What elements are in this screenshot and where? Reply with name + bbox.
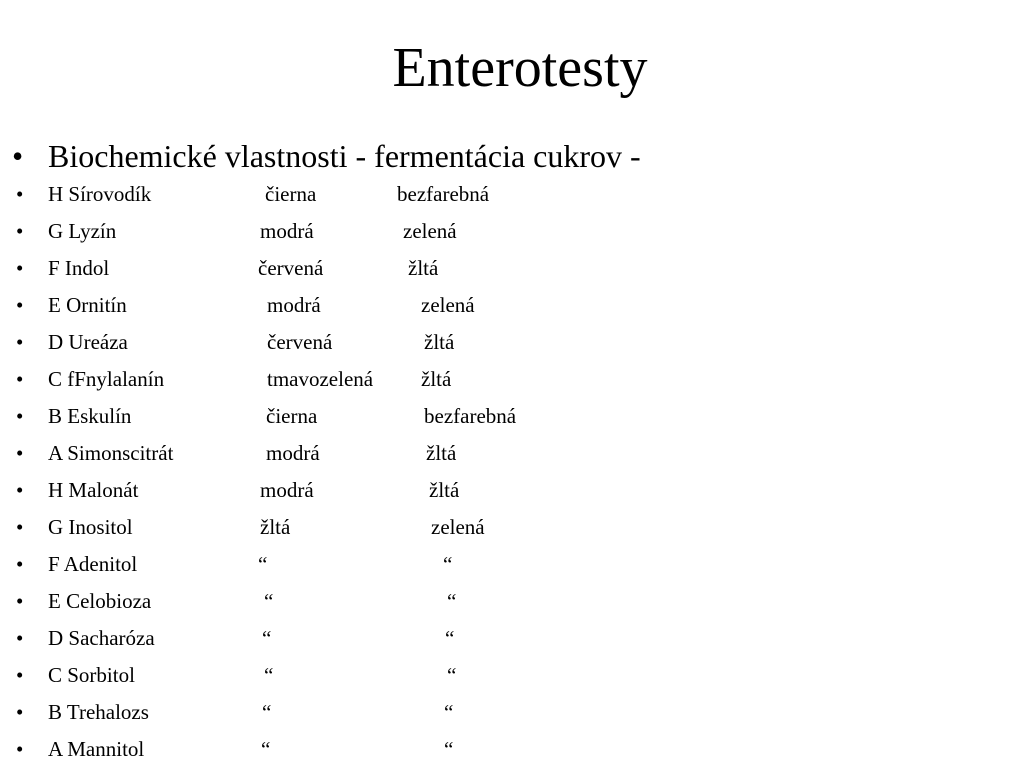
- negative-color: “: [443, 552, 453, 576]
- negative-color: žltá: [426, 441, 457, 465]
- intro-bullet-item: [0, 136, 1024, 176]
- test-name: F Indol: [48, 256, 110, 280]
- bullet-marker: •: [16, 478, 24, 502]
- bullet-marker: •: [16, 552, 24, 576]
- test-name: G Inositol: [48, 515, 133, 539]
- bullet-marker: •: [16, 182, 24, 206]
- positive-color: modrá: [267, 293, 321, 317]
- positive-color: “: [264, 663, 274, 687]
- bullet-marker: •: [16, 256, 24, 280]
- positive-color: “: [264, 589, 274, 613]
- positive-color: modrá: [260, 219, 314, 243]
- negative-color: “: [445, 626, 455, 650]
- negative-color: zelená: [431, 515, 485, 539]
- negative-color: bezfarebná: [397, 182, 490, 206]
- positive-color: modrá: [266, 441, 320, 465]
- negative-color: žltá: [424, 330, 455, 354]
- list-item: [0, 324, 1024, 361]
- test-name: A Mannitol: [48, 737, 145, 761]
- positive-color: “: [261, 737, 271, 761]
- list-item: [0, 250, 1024, 287]
- slide-title: Enterotesty: [392, 37, 648, 99]
- positive-color: “: [262, 626, 272, 650]
- list-item: [0, 176, 1024, 213]
- list-item: [0, 620, 1024, 657]
- bullet-marker: •: [16, 589, 24, 613]
- bullet-marker: •: [16, 404, 24, 428]
- list-item: [0, 657, 1024, 694]
- list-item: [0, 509, 1024, 546]
- bullet-marker: •: [16, 515, 24, 539]
- positive-color: tmavozelená: [267, 367, 374, 391]
- list-item: [0, 213, 1024, 250]
- test-name: H Malonát: [48, 478, 139, 502]
- bullet-marker: •: [16, 700, 24, 724]
- test-name: H Sírovodík: [48, 182, 152, 206]
- negative-color: žltá: [421, 367, 452, 391]
- bullet-marker: •: [16, 219, 24, 243]
- test-name: F Adenitol: [48, 552, 138, 576]
- bullet-marker: •: [16, 663, 24, 687]
- negative-color: zelená: [421, 293, 475, 317]
- test-name: E Celobioza: [48, 589, 152, 613]
- list-item: [0, 731, 1024, 768]
- test-name: E Ornitín: [48, 293, 127, 317]
- positive-color: čierna: [266, 404, 318, 428]
- bullet-marker: •: [16, 330, 24, 354]
- negative-color: žltá: [429, 478, 460, 502]
- test-name: B Eskulín: [48, 404, 132, 428]
- negative-color: “: [447, 589, 457, 613]
- list-item: [0, 546, 1024, 583]
- negative-color: bezfarebná: [424, 404, 517, 428]
- test-name: C fFnylalanín: [48, 367, 165, 391]
- bullet-marker: •: [16, 293, 24, 317]
- list-item: [0, 435, 1024, 472]
- negative-color: “: [444, 700, 454, 724]
- positive-color: červená: [258, 256, 324, 280]
- test-name: D Ureáza: [48, 330, 128, 354]
- negative-color: zelená: [403, 219, 457, 243]
- test-name: G Lyzín: [48, 219, 117, 243]
- list-item: [0, 398, 1024, 435]
- test-list: [0, 176, 1024, 768]
- intro-text: Biochemické vlastnosti - fermentácia cukrov -: [48, 138, 641, 174]
- negative-color: “: [444, 737, 454, 761]
- negative-color: “: [447, 663, 457, 687]
- bullet-marker: •: [16, 737, 24, 761]
- list-item: [0, 694, 1024, 731]
- test-name: D Sacharóza: [48, 626, 155, 650]
- list-item: [0, 583, 1024, 620]
- positive-color: “: [258, 552, 268, 576]
- list-item: [0, 287, 1024, 324]
- positive-color: červená: [267, 330, 333, 354]
- bullet-marker: •: [16, 367, 24, 391]
- list-item: [0, 472, 1024, 509]
- list-item: [0, 361, 1024, 398]
- bullet-marker: •: [12, 138, 24, 174]
- positive-color: modrá: [260, 478, 314, 502]
- negative-color: žltá: [408, 256, 439, 280]
- test-name: C Sorbitol: [48, 663, 135, 687]
- positive-color: čierna: [265, 182, 317, 206]
- test-name: A Simonscitrát: [48, 441, 174, 465]
- bullet-marker: •: [16, 626, 24, 650]
- positive-color: “: [262, 700, 272, 724]
- bullet-marker: •: [16, 441, 24, 465]
- test-name: B Trehalozs: [48, 700, 149, 724]
- positive-color: žltá: [260, 515, 291, 539]
